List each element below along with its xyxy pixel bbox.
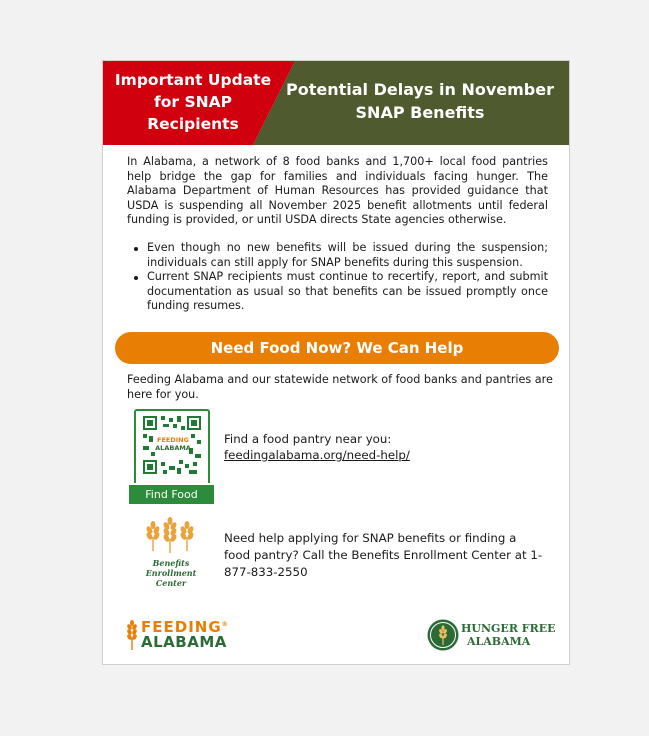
flyer-card bbox=[102, 60, 570, 665]
hunger-free-seal-icon bbox=[427, 619, 459, 651]
list-item bbox=[127, 241, 548, 270]
bec-caption: Benefits Enrollment Center bbox=[145, 558, 197, 588]
hunger-free-alabama-wordmark: ALABAMA bbox=[467, 635, 531, 648]
bullet-text: Current SNAP recipients must continue to recertify, report, and submit documentation as usual so that benefits can be issued promptly once funding resumes. bbox=[147, 270, 548, 312]
help-banner bbox=[115, 332, 559, 364]
network-paragraph: Feeding Alabama and our statewide network of food banks and pantries are here for you. bbox=[127, 373, 553, 401]
wheat-icon bbox=[125, 620, 139, 650]
info-bullet-list bbox=[127, 241, 548, 314]
list-item bbox=[127, 270, 548, 314]
help-banner-label: Need Food Now? We Can Help bbox=[210, 339, 464, 357]
feeding-alabama-logo bbox=[125, 618, 245, 654]
feeding-wordmark: FEEDING® bbox=[141, 618, 229, 636]
bec-help-text: Need help applying for SNAP benefits or finding a food pantry? Call the Benefits Enrollment Center at 1-877-833-2550 bbox=[224, 531, 543, 579]
qr-code-icon[interactable] bbox=[134, 409, 210, 483]
alabama-wordmark: ALABAMA bbox=[141, 633, 227, 651]
qr-code-graphic bbox=[143, 416, 201, 474]
find-food-button[interactable] bbox=[129, 485, 214, 504]
header-banner bbox=[103, 61, 569, 145]
bullet-icon bbox=[134, 247, 138, 251]
header-update-title: Important Update for SNAP Recipients bbox=[114, 71, 272, 133]
qr-logo-feeding: FEEDING bbox=[157, 436, 189, 444]
qr-logo-alabama: ALABAMA bbox=[155, 444, 191, 452]
hunger-free-wordmark: HUNGER FREE bbox=[461, 622, 556, 635]
pantry-line: Find a food pantry near you: bbox=[224, 432, 392, 446]
find-food-label: Find Food bbox=[145, 488, 198, 501]
pantry-info bbox=[224, 431, 410, 463]
bullet-icon bbox=[134, 276, 138, 280]
header-delays-title: Potential Delays in November SNAP Benefits bbox=[285, 80, 554, 122]
intro-paragraph: In Alabama, a network of 8 food banks and 1,700+ local food pantries help bridge the gap for families and individuals facing hunger. The Alabama Department of Human Resources has provided guidance that USDA is suspending all November 2025 benefit allotments until federal funding is provided, or until USDA directs State agencies otherwise. bbox=[127, 155, 548, 226]
bullet-text: Even though no new benefits will be issued during the suspension; individuals can still apply for SNAP benefits during this suspension. bbox=[147, 241, 548, 269]
need-help-link[interactable]: feedingalabama.org/need-help/ bbox=[224, 448, 410, 462]
hunger-free-alabama-logo bbox=[427, 619, 557, 655]
